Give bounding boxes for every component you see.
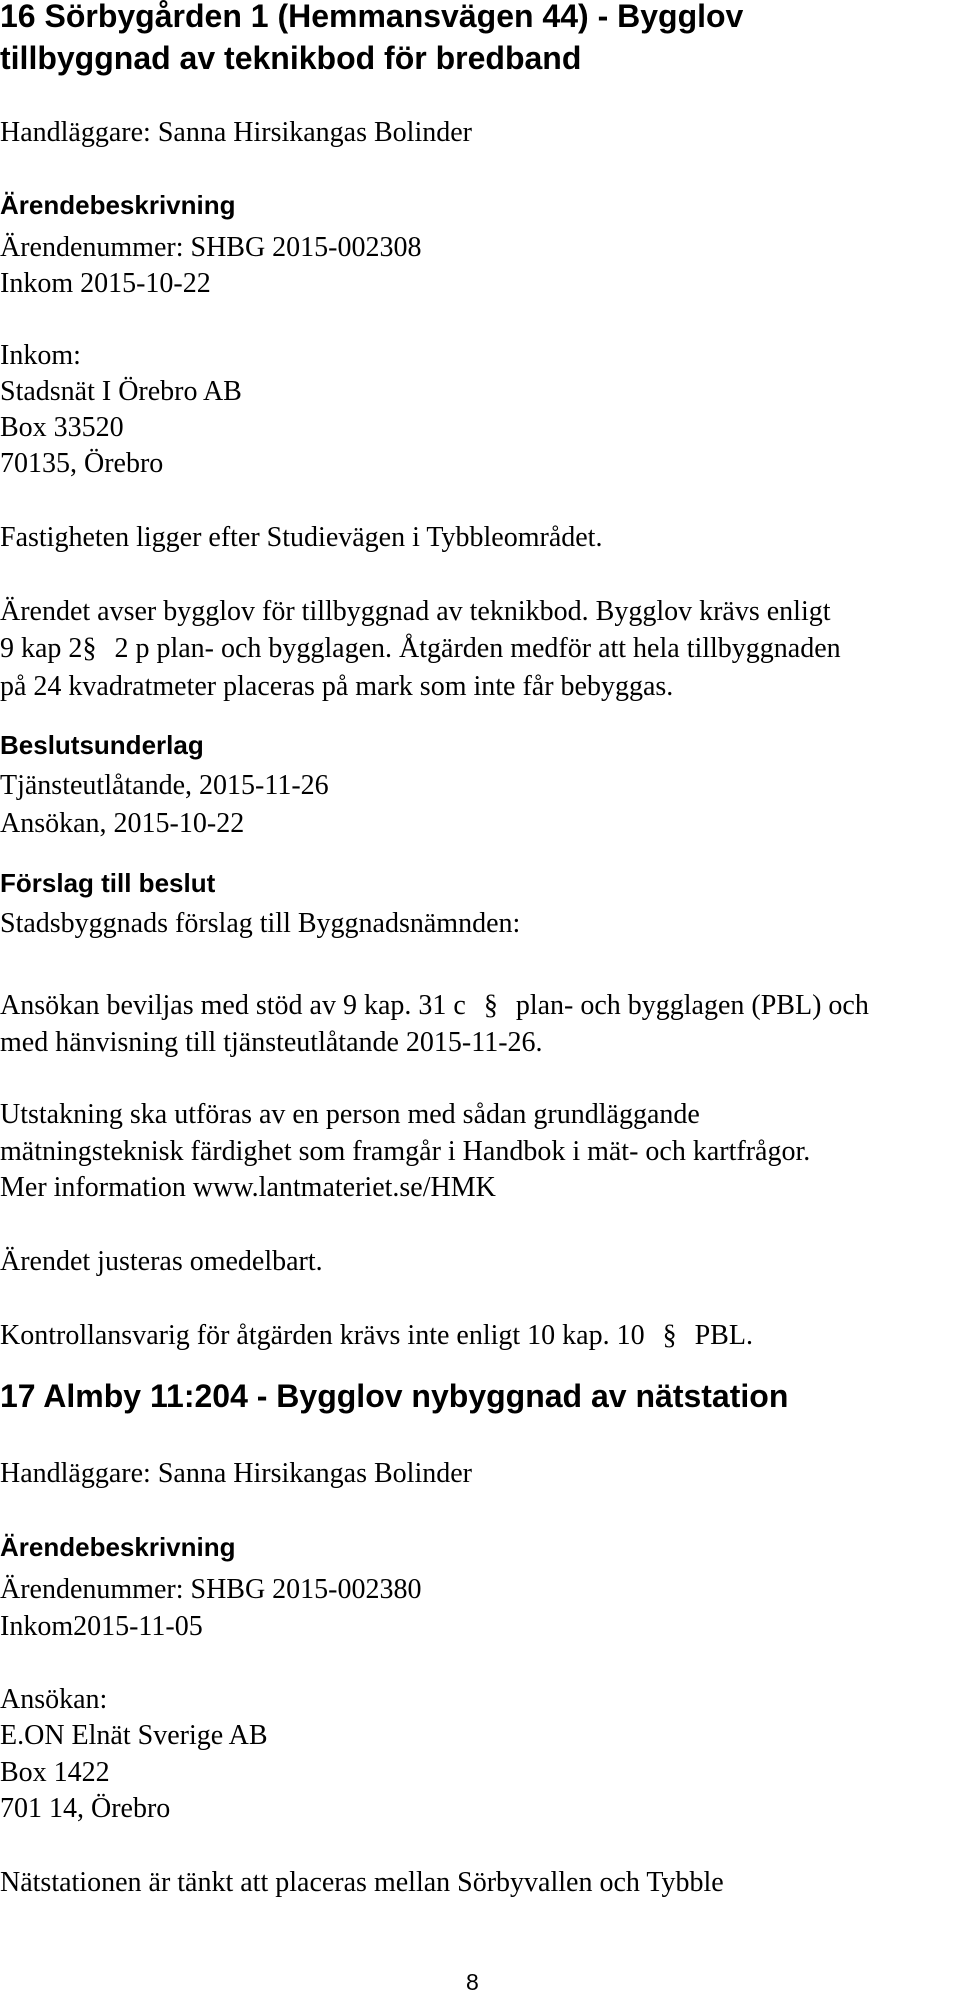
item16-inkom-date: Inkom 2015-10-22 [0,268,211,299]
item16-handlaggare: Handläggare: Sanna Hirsikangas Bolinder [0,117,472,148]
section-sign: § [483,990,498,1021]
item16-arendet-line2-end: 2 p plan- och bygglagen. Åtgärden medför att hela tillbyggnaden [114,633,841,664]
item17-title: 17 Almby 11:204 - Bygglov nybyggnad av nätstation [0,1378,789,1414]
item16-utstakning-line1: Utstakning ska utföras av en person med sådan grundläggande [0,1099,700,1130]
item17-applicant-city: 701 14, Örebro [0,1793,171,1824]
section-sign: § [662,1320,677,1351]
item16-justeras: Ärendet justeras omedelbart. [0,1246,323,1277]
item17-inkom-date: Inkom2015-11-05 [0,1611,203,1642]
item16-arendebeskrivning-heading: Ärendebeskrivning [0,190,236,220]
item16-applicant-city: 70135, Örebro [0,448,164,479]
item16-applicant-name: Stadsnät I Örebro AB [0,376,242,407]
item16-inkom-label: Inkom: [0,340,81,371]
item16-kontrollansvarig-start: Kontrollansvarig för åtgärden krävs inte enligt 10 kap. 10 [0,1320,645,1351]
item17-applicant-name: E.ON Elnät Sverige AB [0,1720,268,1751]
item17-placering: Nätstationen är tänkt att placeras mellan Sörbyvallen och Tybble [0,1867,724,1898]
item16-beslut-line1-start: Ansökan beviljas med stöd av 9 kap. 31 c [0,990,466,1021]
item16-title-line1: 16 Sörbygården 1 (Hemmansvägen 44) - Bygglov [0,0,744,34]
item16-arendet-line2 [0,631,841,667]
item16-underlag-1: Tjänsteutlåtande, 2015-11-26 [0,770,329,801]
item17-arendenummer: Ärendenummer: SHBG 2015-002380 [0,1574,422,1605]
item16-beslut-line1-end: plan- och bygglagen (PBL) och [515,990,869,1021]
item16-arendet-line2-start: 9 kap 2 [0,633,83,664]
item16-title-line2: tillbyggnad av teknikbod för bredband [0,40,582,76]
section-sign: § [82,633,97,664]
item16-utstakning-line3: Mer information www.lantmateriet.se/HMK [0,1172,496,1203]
item16-beslut-line2: med hänvisning till tjänsteutlåtande 2015-11-26. [0,1027,543,1058]
item16-utstakning-line2: mätningsteknisk färdighet som framgår i Handbok i mät- och kartfrågor. [0,1136,811,1167]
item16-arendet-line1: Ärendet avser bygglov för tillbyggnad av teknikbod. Bygglov krävs enligt [0,596,831,627]
item17-arendebeskrivning-heading: Ärendebeskrivning [0,1532,236,1562]
item16-arendenummer: Ärendenummer: SHBG 2015-002308 [0,232,422,263]
page-number: 8 [466,1969,479,1995]
item16-forslag-heading: Förslag till beslut [0,868,216,898]
item16-beslut-line1 [0,988,869,1024]
item17-ansokan-label: Ansökan: [0,1684,108,1715]
item16-arendet-line3: på 24 kvadratmeter placeras på mark som inte får bebyggas. [0,671,674,702]
item16-forslag-intro: Stadsbyggnads förslag till Byggnadsnämnden: [0,908,521,939]
item17-handlaggare: Handläggare: Sanna Hirsikangas Bolinder [0,1458,472,1489]
item16-applicant-box: Box 33520 [0,412,124,443]
item16-fastigheten: Fastigheten ligger efter Studievägen i Tybbleområdet. [0,522,603,553]
item17-applicant-box: Box 1422 [0,1757,110,1788]
item16-kontrollansvarig-end: PBL. [694,1320,753,1351]
item16-underlag-2: Ansökan, 2015-10-22 [0,808,245,839]
item16-beslutsunderlag-heading: Beslutsunderlag [0,730,204,760]
item16-kontrollansvarig [0,1318,753,1354]
